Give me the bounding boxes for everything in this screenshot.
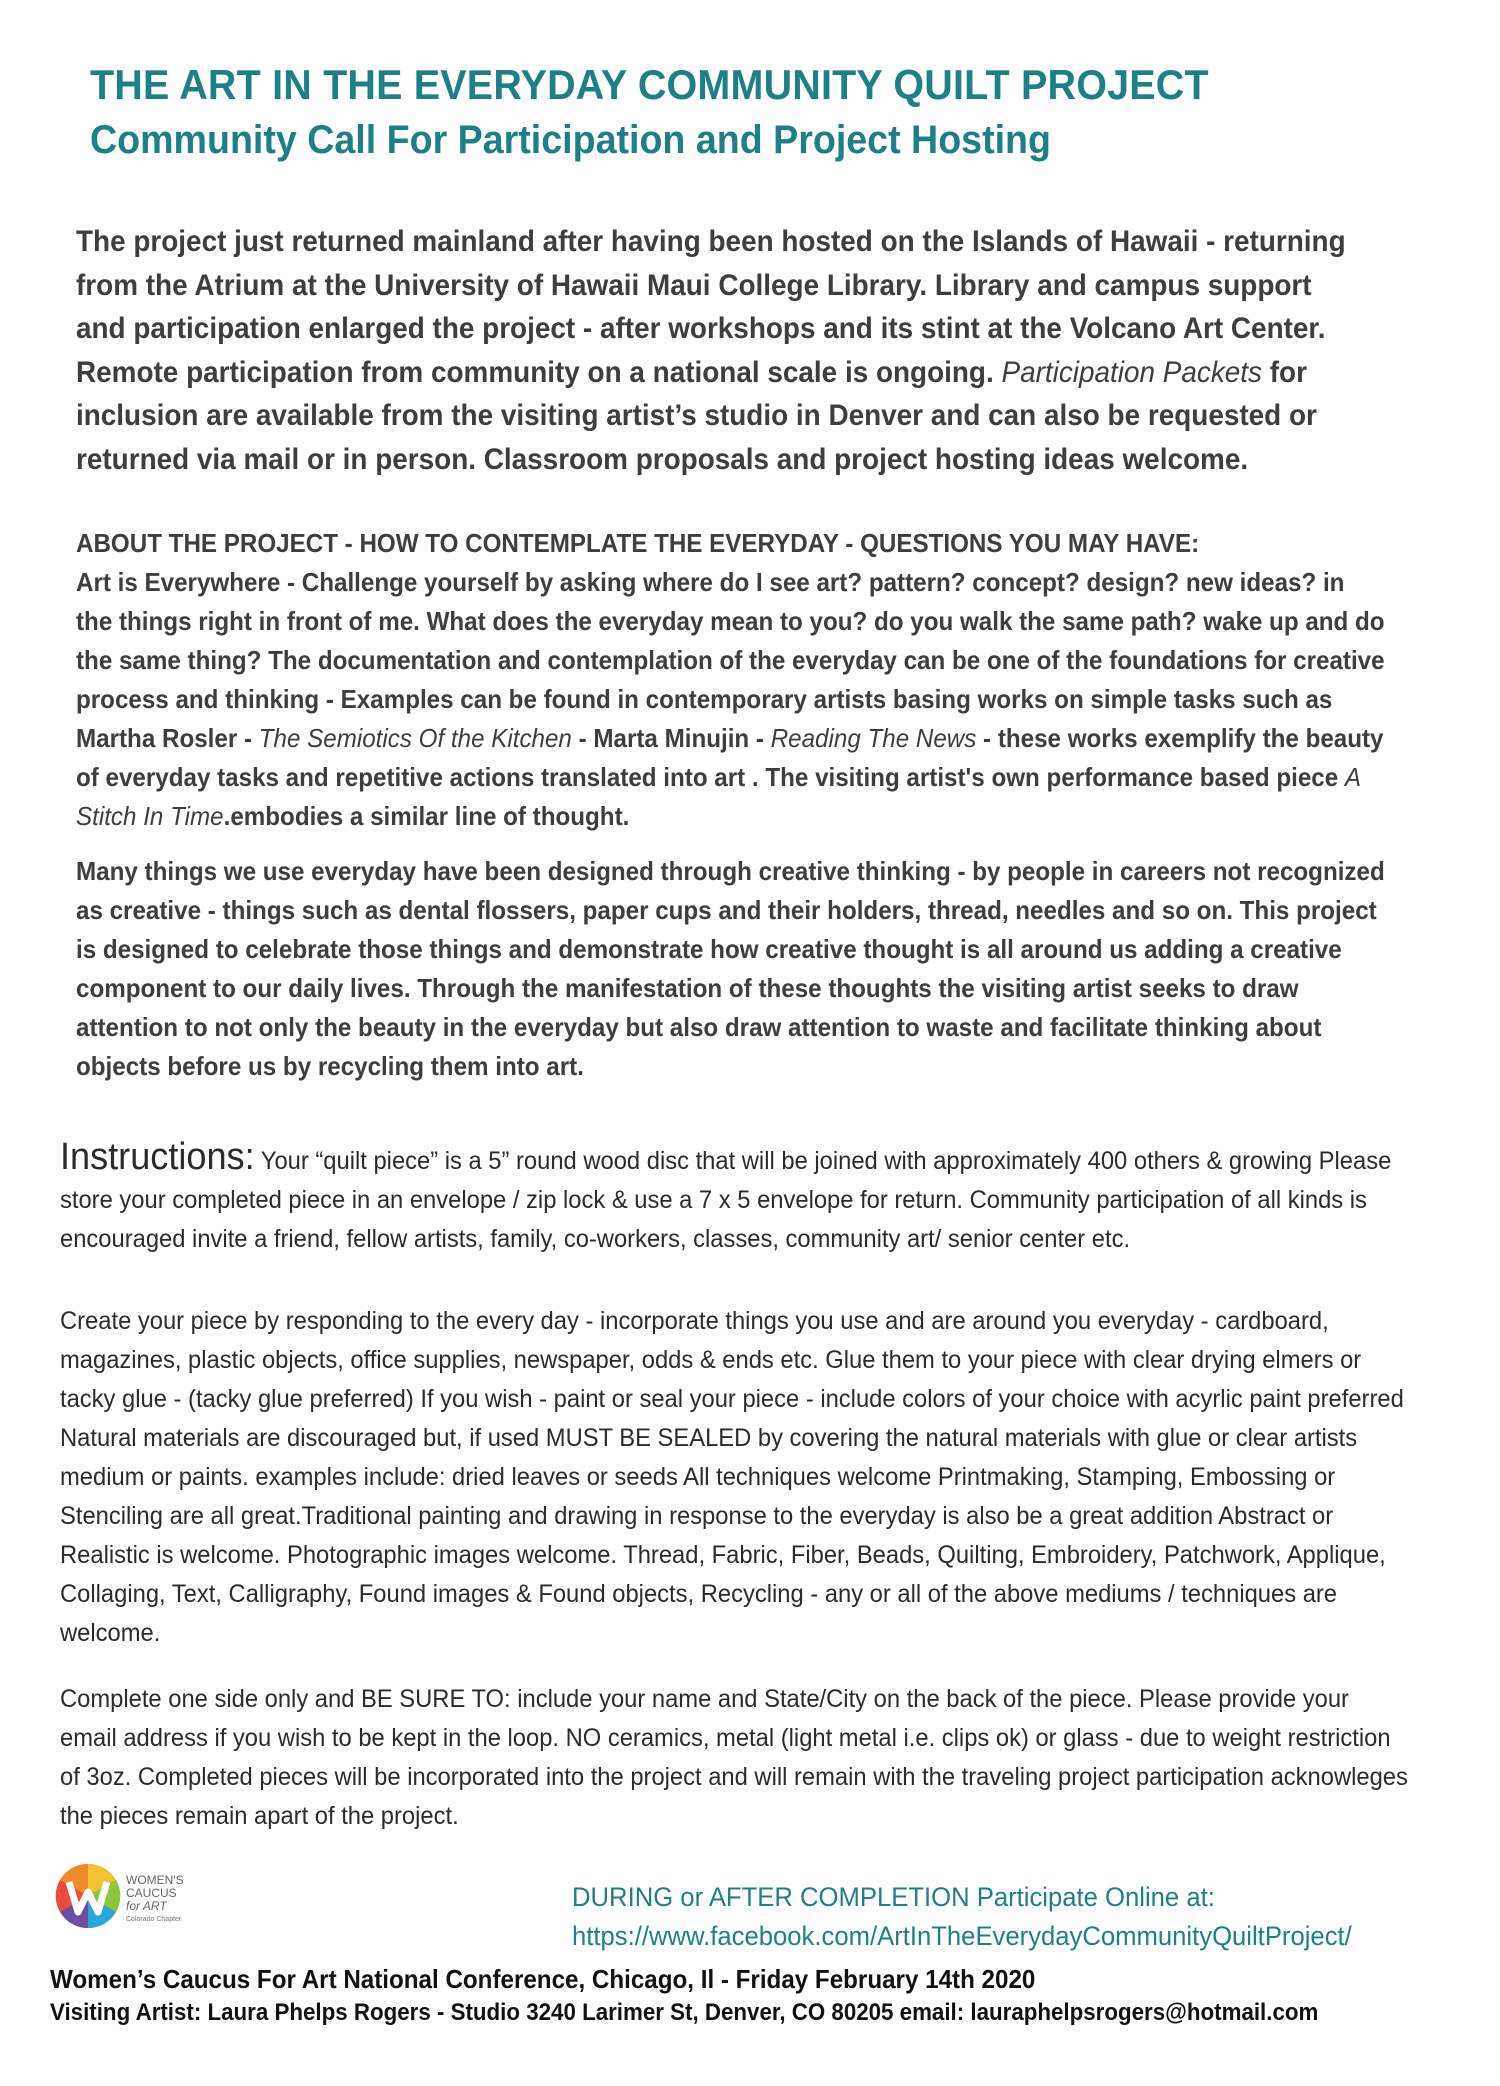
- online-label: DURING or AFTER COMPLETION Participate Online at:: [572, 1882, 1215, 1912]
- about-italic-3: A Stitch In Time: [76, 762, 1361, 831]
- instructions-text-1: Your “quilt piece” is a 5” round wood disc that will be joined with approximately 400 others & growing Please store your completed piece in an envelope / zip lock & use a 7 x 5 envelope for return. Community participation of all kinds is encouraged invite a friend, fellow artists, family, co-workers, classes, community art/ senior center etc.: [60, 1147, 1392, 1253]
- about-text-3: - these works exemplify the beauty of everyday tasks and repetitive actions translated into art . The visiting artist's own performance based piece: [76, 723, 1384, 792]
- wca-logo: [54, 1862, 214, 1942]
- facebook-link[interactable]: https://www.facebook.com/ArtInTheEverydayCommunityQuiltProject/: [572, 1921, 1352, 1951]
- logo-line-4: Colorado Chapter: [126, 1916, 182, 1923]
- logo-line-1: WOMEN'S: [126, 1873, 184, 1887]
- artist-contact-line: Visiting Artist: Laura Phelps Rogers - Studio 3240 Larimer St, Denver, CO 80205 email: lauraphelpsrogers@hotmail.com: [50, 1999, 1319, 2026]
- logo-text: [126, 1874, 184, 1926]
- about-section: [76, 524, 1387, 836]
- about-italic-1: The Semiotics Of the Kitchen: [258, 723, 572, 753]
- online-participation: [572, 1878, 1427, 1956]
- about-text-4: .embodies a similar line of thought.: [223, 801, 630, 831]
- instructions-paragraph-1: [60, 1138, 1409, 1259]
- wca-logo-icon: [54, 1862, 122, 1930]
- logo-line-2: CAUCUS: [126, 1886, 177, 1900]
- page-title: THE ART IN THE EVERYDAY COMMUNITY QUILT PROJECT: [90, 61, 1209, 108]
- many-things-paragraph: Many things we use everyday have been designed through creative thinking - by people in careers not recognized as creative - things such as dental flossers, paper cups and their holders, thread, needles and so on. This project is designed to celebrate those things and demonstrate how creative thought is all around us adding a creative component to our daily lives. Through the manifestation of these thoughts the visiting artist seeks to draw attention to not only the beauty in the everyday but also draw attention to waste and facilitate thinking about objects before us by recycling them into art.: [76, 856, 1385, 1081]
- about-italic-2: Reading The News: [770, 723, 977, 753]
- about-text-1: Art is Everywhere - Challenge yourself by asking where do I see art? pattern? concept? design? new ideas? in the things right in front of me. What does the everyday mean to you? do you walk the same path? wake up and do the same thing? The documentation and contemplation of the everyday can be one of the foundations for creative process and thinking - Examples can be found in contemporary artists basing works on simple tasks such as Martha Rosler -: [76, 567, 1385, 753]
- header: [90, 58, 1420, 166]
- instructions-label: Instructions:: [60, 1136, 255, 1178]
- about-text-2: - Marta Minujin -: [571, 723, 771, 753]
- intro-text-2: for inclusion are available from the visiting artist’s studio in Denver and can also be requested or returned via mail or in person. Classroom proposals and project hosting ideas welcome.: [76, 355, 1317, 476]
- page-subtitle: Community Call For Participation and Project Hosting: [90, 118, 1051, 162]
- instructions-paragraph-3: Complete one side only and BE SURE TO: include your name and State/City on the back of the piece. Please provide your email address if you wish to be kept in the loop. NO ceramics, metal (light metal i.e. clips ok) or glass - due to weight restriction of 3oz. Completed pieces will be incorporated into the project and will remain with the traveling project participation acknowleges the pieces remain apart of the project.: [60, 1685, 1408, 1830]
- intro-text-1: The project just returned mainland after having been hosted on the Islands of Hawaii - returning from the Atrium at the University of Hawaii Maui College Library. Library and campus support and participation enlarged the project - after workshops and its stint at the Volcano Art Center. Remote participation from community on a national scale is ongoing.: [76, 225, 1346, 389]
- instructions-paragraph-2: Create your piece by responding to the every day - incorporate things you use and are around you everyday - cardboard, magazines, plastic objects, office supplies, newspaper, odds & ends etc. Glue them to your piece with clear drying elmers or tacky glue - (tacky glue preferred) If you wish - paint or seal your piece - include colors of your choice with acyrlic paint preferred Natural materials are discouraged but, if used MUST BE SEALED by covering the natural materials with glue or clear artists medium or paints. examples include: dried leaves or seeds All techniques welcome Printmaking, Stamping, Embossing or Stenciling are all great.Traditional painting and drawing in response to the everyday is also be a great addition Abstract or Realistic is welcome. Photographic images welcome. Thread, Fabric, Fiber, Beads, Quilting, Embroidery, Patchwork, Applique, Collaging, Text, Calligraphy, Found images & Found objects, Recycling - any or all of the above mediums / techniques are welcome.: [60, 1307, 1404, 1647]
- conference-line: Women’s Caucus For Art National Conference, Chicago, Il - Friday February 14th 2020: [50, 1964, 1036, 1994]
- intro-paragraph: [76, 220, 1359, 481]
- intro-italic: Participation Packets: [1001, 355, 1263, 389]
- logo-line-3: for ART: [126, 1899, 167, 1913]
- footer: [50, 1962, 1380, 2030]
- about-heading: ABOUT THE PROJECT - HOW TO CONTEMPLATE THE EVERYDAY - QUESTIONS YOU MAY HAVE:: [76, 528, 1200, 558]
